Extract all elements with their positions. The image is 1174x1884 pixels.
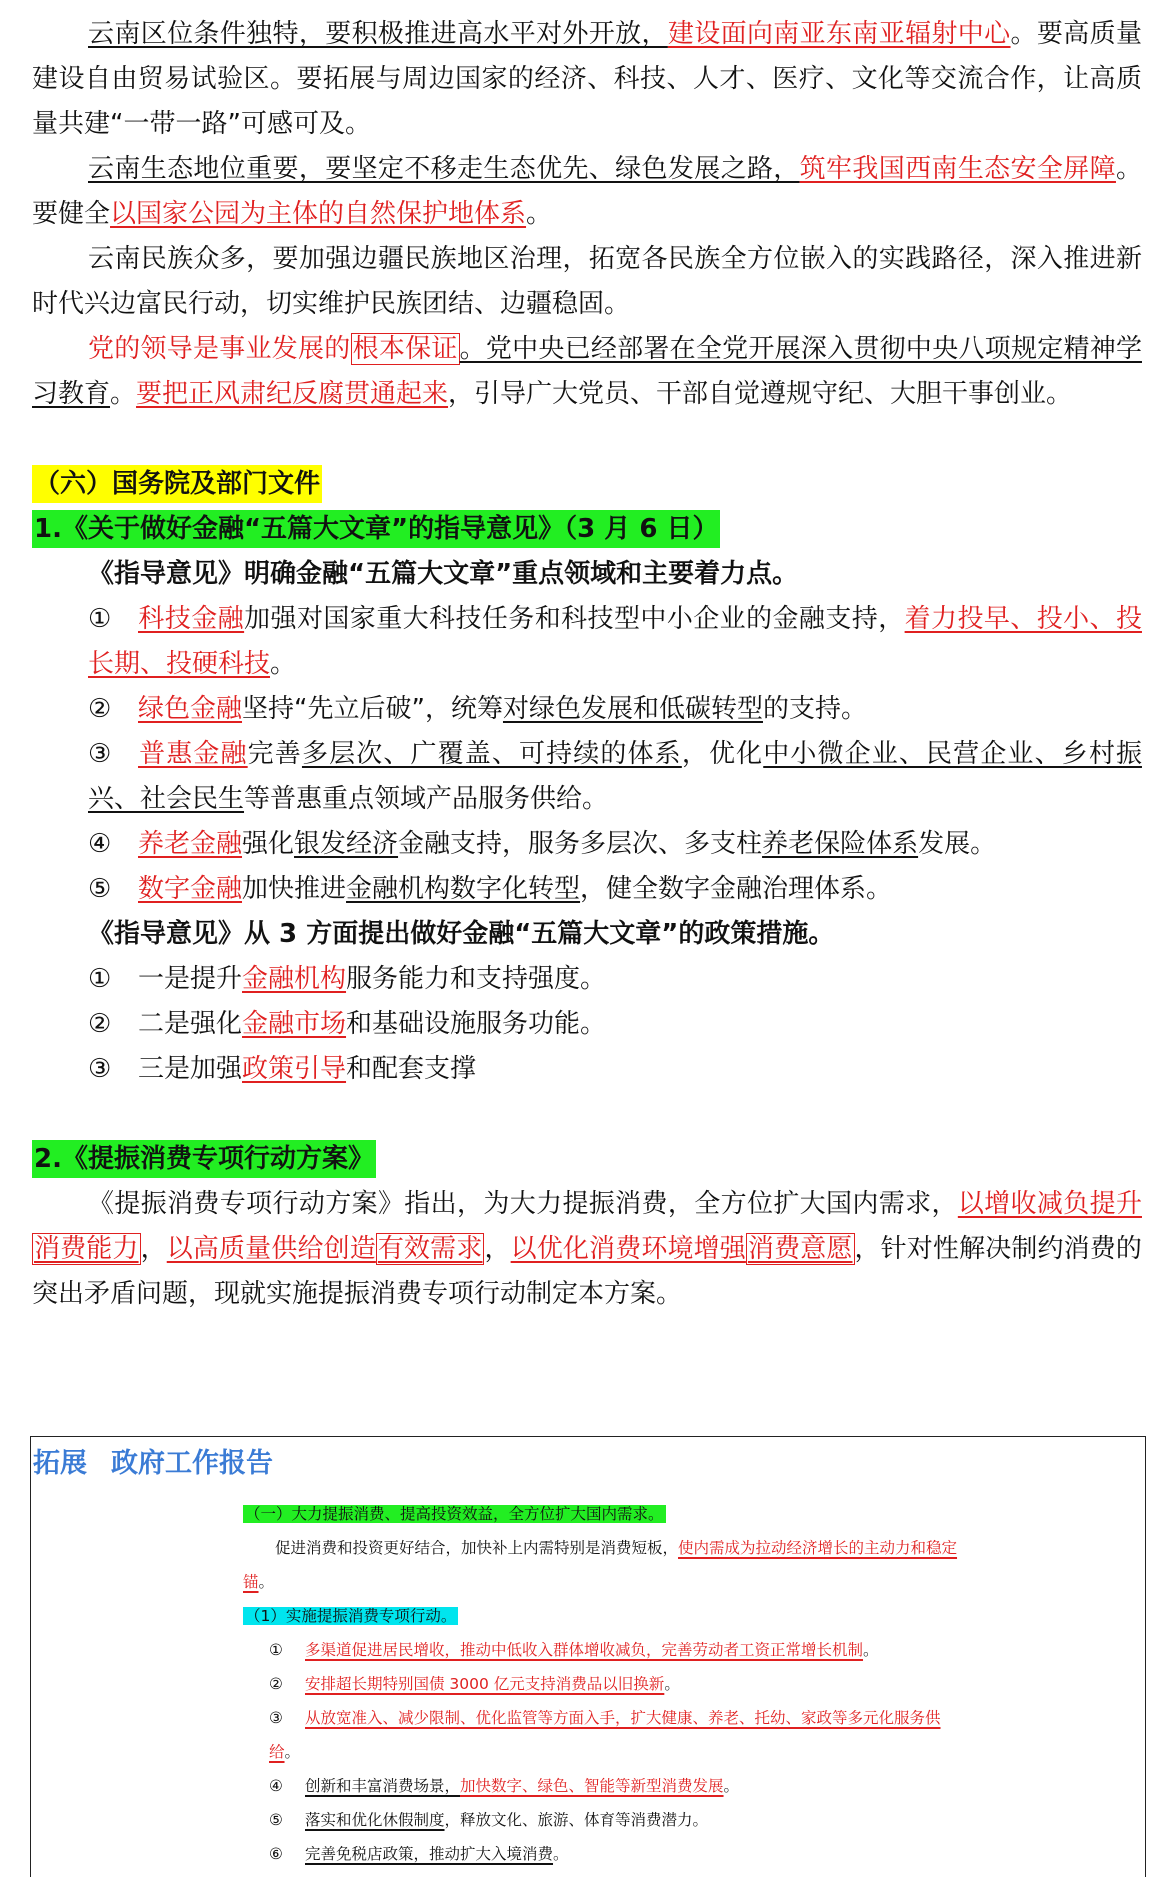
doc1-heading bbox=[32, 507, 1142, 552]
key-phrase: 着力投早、投小、投长期、投硬科技 bbox=[88, 604, 1142, 679]
doc2-heading bbox=[32, 1137, 1142, 1182]
text-segment: 云南区位条件独特，要积极推进高水平对外开放， bbox=[88, 19, 668, 49]
key-term: 绿色金融 bbox=[138, 694, 243, 724]
section-heading-text: （六）国务院及部门文件 bbox=[32, 465, 322, 503]
text-segment: 完善 bbox=[247, 739, 302, 769]
doc1-item bbox=[32, 687, 1142, 732]
text-segment: 。 bbox=[553, 1845, 569, 1863]
text-segment: 三是加强 bbox=[138, 1054, 243, 1084]
extension-title bbox=[33, 1441, 297, 1480]
boxed-phrase: 消费意愿 bbox=[747, 1234, 853, 1264]
text-segment: 。 bbox=[723, 1777, 740, 1795]
text-segment: 。党中央已经部署在全党开展深入贯彻中央八项规定精神学习教育 bbox=[32, 334, 1142, 409]
text-segment: 完善免税店政策，推动扩大入境消费 bbox=[305, 1845, 554, 1863]
text-segment: 发展。 bbox=[918, 829, 997, 859]
key-term: 政策引导 bbox=[242, 1054, 347, 1084]
item-number: ④ bbox=[88, 829, 112, 859]
extension-tag: 拓展 bbox=[33, 1448, 87, 1479]
text-segment: 。要高质量建设自由贸易试验区。要拓展与周边国家的经济、科技、人才、医疗、文化等交流合作，让高质量共建“一带一路”可感可及。 bbox=[32, 19, 1142, 139]
item-number: ⑤ bbox=[88, 874, 112, 904]
item-number: ② bbox=[269, 1675, 283, 1693]
doc1-item bbox=[32, 867, 1142, 912]
text-segment: 金融机构数字化转型 bbox=[346, 874, 581, 904]
key-phrase: 建设面向南亚东南亚辐射中心 bbox=[667, 19, 1011, 49]
text-segment: 强化 bbox=[242, 829, 295, 859]
text-segment: 。 bbox=[110, 379, 137, 409]
doc1-item bbox=[32, 732, 1142, 822]
doc1-measure bbox=[32, 957, 1142, 1002]
text-segment: 加快推进 bbox=[242, 874, 347, 904]
text-segment: 金融支持，服务多层次、多支柱 bbox=[398, 829, 763, 859]
report-item bbox=[243, 1667, 963, 1701]
key-phrase: 要把正风肃纪反腐贯通起来 bbox=[136, 379, 449, 409]
item-number: ③ bbox=[88, 1054, 112, 1084]
section-heading bbox=[32, 462, 1142, 507]
report-subheading-text: （1）实施提振消费专项行动。 bbox=[245, 1607, 457, 1625]
key-phrase: 以国家公园为主体的自然保护地体系 bbox=[110, 199, 527, 229]
text-segment: ，优化 bbox=[681, 739, 764, 769]
report-item bbox=[243, 1803, 963, 1837]
report-heading-text: （一）大力提振消费、提高投资效益，全方位扩大国内需求。 bbox=[245, 1505, 664, 1523]
item-number: ① bbox=[88, 604, 112, 634]
paragraph-yunnan-ecology bbox=[32, 147, 1142, 237]
text-segment: 养老保险体系 bbox=[762, 829, 919, 859]
key-phrase: 以优化消费环境增强 bbox=[510, 1234, 746, 1264]
text-segment: 。 bbox=[526, 199, 553, 229]
embedded-report-excerpt bbox=[243, 1497, 963, 1871]
item-number: ③ bbox=[88, 739, 112, 769]
doc1-measure bbox=[32, 1047, 1142, 1092]
report-item bbox=[243, 1769, 963, 1803]
item-number: ④ bbox=[269, 1777, 283, 1795]
boxed-phrase: 根本保证 bbox=[352, 334, 458, 364]
text-segment: 。 bbox=[270, 649, 297, 679]
key-phrase: 安排超长期特别国债 3000 亿元支持消费品以旧换新 bbox=[305, 1675, 665, 1693]
key-term: 数字金融 bbox=[138, 874, 243, 904]
key-phrase: 筑牢我国西南生态安全屏障 bbox=[799, 154, 1116, 184]
item-number: ① bbox=[269, 1641, 283, 1659]
report-item bbox=[243, 1701, 963, 1769]
report-item bbox=[243, 1837, 963, 1871]
paragraph-party-leadership bbox=[32, 327, 1142, 417]
doc1-measure bbox=[32, 1002, 1142, 1047]
key-phrase: 从放宽准入、减少限制、优化监管等方面入手，扩大健康、养老、托幼、家政等多元化服务供给 bbox=[269, 1709, 941, 1761]
document-body bbox=[32, 12, 1142, 1317]
doc2-heading-text: 2.《提振消费专项行动方案》 bbox=[32, 1140, 376, 1178]
text-segment: 创新和丰富消费场景， bbox=[305, 1777, 461, 1795]
text-segment: 。要健全 bbox=[32, 154, 1142, 229]
text-segment: 和配套支撑 bbox=[346, 1054, 477, 1084]
extension-box bbox=[30, 1436, 1146, 1877]
boxed-phrase: 消费能力 bbox=[34, 1234, 139, 1264]
text-segment: 《提振消费专项行动方案》指出，为大力提振消费，全方位扩大国内需求， bbox=[88, 1189, 958, 1219]
text-segment: 云南生态地位重要，要坚定不移走生态优先、绿色发展之路， bbox=[88, 154, 800, 184]
report-heading bbox=[243, 1497, 963, 1531]
key-phrase: 使内需成为拉动经济增长的主动力和稳定锚 bbox=[243, 1539, 958, 1591]
extension-title-text: 政府工作报告 bbox=[111, 1448, 273, 1479]
text-segment: ， bbox=[140, 1234, 167, 1264]
spacer bbox=[32, 417, 1142, 462]
key-term: 普惠金融 bbox=[138, 739, 248, 769]
key-phrase: 以高质量供给创造 bbox=[166, 1234, 376, 1264]
key-phrase: 以增收减负提升 bbox=[957, 1189, 1142, 1219]
paragraph-yunnan-opening bbox=[32, 12, 1142, 147]
text-segment: 等普惠重点领域产品服务供给。 bbox=[244, 784, 609, 814]
text-segment: 。 bbox=[664, 1675, 680, 1693]
text-segment: 的支持。 bbox=[762, 694, 867, 724]
key-term: 金融市场 bbox=[242, 1009, 347, 1039]
text-segment: 一是提升 bbox=[138, 964, 243, 994]
text-segment: 对绿色发展和低碳转型 bbox=[502, 694, 763, 724]
text-segment: 二是强化 bbox=[138, 1009, 243, 1039]
key-phrase: 加快数字、绿色、智能等新型消费发展 bbox=[460, 1777, 724, 1795]
text-segment: 。 bbox=[863, 1641, 879, 1659]
text-segment: 服务能力和支持强度。 bbox=[346, 964, 607, 994]
text-segment: 中小微企业、民营企业、乡村振兴、社会民生 bbox=[88, 739, 1142, 814]
text-segment: ，健全数字金融治理体系。 bbox=[580, 874, 893, 904]
doc1-lead2: 《指导意见》从 3 方面提出做好金融“五篇大文章”的政策措施。 bbox=[88, 919, 835, 949]
text-segment: ， bbox=[878, 604, 905, 634]
doc1-item bbox=[32, 822, 1142, 867]
doc2-paragraph bbox=[32, 1182, 1142, 1317]
text-segment: 。 bbox=[258, 1573, 275, 1591]
text-segment: ，针对性解决制约消费的突出矛盾问题，现就实施提振消费专项行动制定本方案。 bbox=[32, 1234, 1142, 1309]
item-number: ⑥ bbox=[269, 1845, 283, 1863]
boxed-phrase: 有效需求 bbox=[377, 1234, 483, 1264]
item-number: ① bbox=[88, 964, 112, 994]
item-number: ⑤ bbox=[269, 1811, 283, 1829]
item-number: ② bbox=[88, 1009, 112, 1039]
item-number: ③ bbox=[269, 1709, 283, 1727]
text-segment: ，引导广大党员、干部自觉遵规守纪、大胆干事创业。 bbox=[448, 379, 1073, 409]
text-segment: 促进消费和投资更好结合，加快补上内需特别是消费短板， bbox=[275, 1539, 679, 1557]
spacer bbox=[32, 1092, 1142, 1137]
doc1-lead: 《指导意见》明确金融“五篇大文章”重点领域和主要着力点。 bbox=[88, 559, 799, 589]
key-term: 科技金融 bbox=[138, 604, 245, 634]
text-segment: 加强对国家重大科技任务和科技型中小企业的金融支持 bbox=[244, 604, 879, 634]
text-segment: 坚持“先立后破”，统筹 bbox=[242, 694, 503, 724]
text-segment: 银发经济 bbox=[294, 829, 399, 859]
key-term: 金融机构 bbox=[242, 964, 347, 994]
key-term: 养老金融 bbox=[138, 829, 243, 859]
report-subheading bbox=[243, 1599, 963, 1633]
text-segment: 落实和优化休假制度 bbox=[305, 1811, 445, 1829]
key-phrase: 多渠道促进居民增收，推动中低收入群体增收减负，完善劳动者工资正常增长机制 bbox=[305, 1641, 864, 1659]
text-segment: 。 bbox=[284, 1743, 301, 1761]
text-segment: 和基础设施服务功能。 bbox=[346, 1009, 607, 1039]
text-segment: 多层次、广覆盖、可持续的体系 bbox=[301, 739, 682, 769]
item-number: ② bbox=[88, 694, 112, 724]
doc1-item bbox=[32, 597, 1142, 687]
text-segment: ，释放文化、旅游、体育等消费潜力。 bbox=[444, 1811, 709, 1829]
paragraph-yunnan-ethnic: 云南民族众多，要加强边疆民族地区治理，拓宽各民族全方位嵌入的实践路径，深入推进新时代兴边富民行动，切实维护民族团结、边疆稳固。 bbox=[32, 244, 1142, 319]
report-item bbox=[243, 1633, 963, 1667]
key-phrase: 党的领导是事业发展的 bbox=[88, 334, 351, 364]
report-paragraph bbox=[243, 1531, 963, 1599]
text-segment: ， bbox=[484, 1234, 511, 1264]
doc1-heading-text: 1.《关于做好金融“五篇大文章”的指导意见》（3 月 6 日） bbox=[32, 510, 720, 548]
